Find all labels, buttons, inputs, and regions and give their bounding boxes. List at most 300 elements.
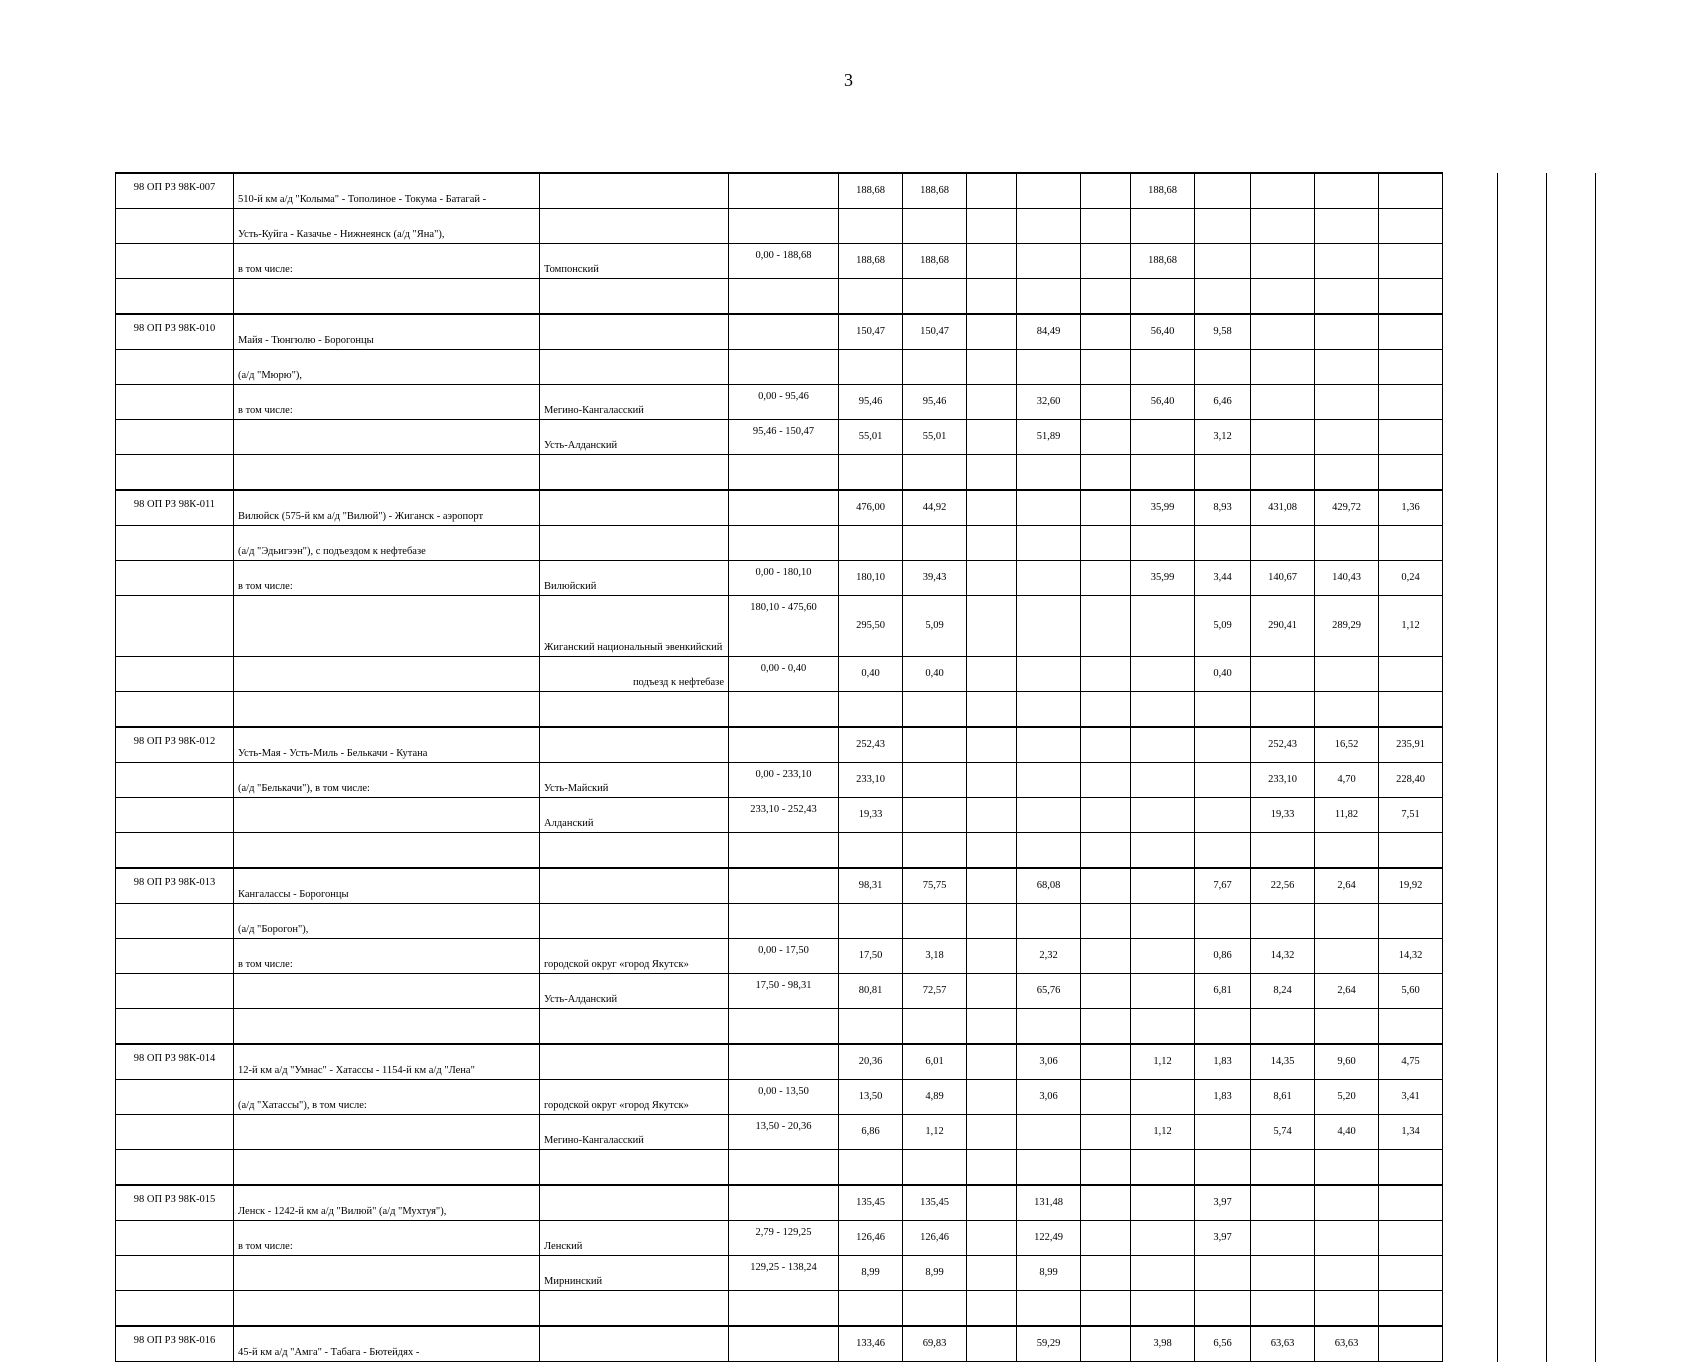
road-name-cell: Ленск - 1242-й км а/д "Вилюй" (а/д "Мухтуя"), (234, 1185, 540, 1221)
road-name-cell: (а/д "Мюрю"), (234, 350, 540, 385)
road-code-cell (116, 1080, 234, 1115)
road-code-cell: 98 ОП РЗ 98К-015 (116, 1185, 234, 1221)
value-cell (903, 904, 967, 939)
value-cell (1131, 833, 1195, 869)
extra-column-cell (1443, 1185, 1498, 1221)
value-cell: 19,33 (1251, 798, 1315, 833)
value-cell (1081, 173, 1131, 209)
km-range-cell (729, 490, 839, 526)
extra-column-cell (1443, 1256, 1498, 1291)
extra-column-cell (1547, 561, 1596, 596)
value-cell (1195, 1150, 1251, 1186)
road-code-cell (116, 596, 234, 657)
value-cell (1017, 692, 1081, 728)
km-range-cell (729, 1009, 839, 1045)
value-cell: 122,49 (1017, 1221, 1081, 1256)
km-range-cell: 0,00 - 95,46 (729, 385, 839, 420)
value-cell (1081, 904, 1131, 939)
value-cell (1315, 526, 1379, 561)
district-cell: Усть-Алданский (540, 420, 729, 455)
km-range-cell (729, 209, 839, 244)
value-cell (967, 904, 1017, 939)
value-cell: 3,44 (1195, 561, 1251, 596)
value-cell (903, 455, 967, 491)
value-cell: 4,70 (1315, 763, 1379, 798)
extra-column-cell (1443, 692, 1498, 728)
value-cell: 126,46 (839, 1221, 903, 1256)
km-range-cell: 95,46 - 150,47 (729, 420, 839, 455)
table-row (116, 1326, 1596, 1362)
value-cell: 0,86 (1195, 939, 1251, 974)
value-cell: 32,60 (1017, 385, 1081, 420)
value-cell (839, 1009, 903, 1045)
value-cell: 8,61 (1251, 1080, 1315, 1115)
extra-column-cell (1547, 596, 1596, 657)
district-cell (540, 314, 729, 350)
value-cell (839, 1291, 903, 1327)
value-cell (1081, 596, 1131, 657)
district-cell: Жиганский национальный эвенкийский (540, 596, 729, 657)
road-name-cell: в том числе: (234, 1221, 540, 1256)
extra-column-cell (1498, 692, 1547, 728)
extra-column-cell (1547, 1256, 1596, 1291)
road-code-cell: 98 ОП РЗ 98К-011 (116, 490, 234, 526)
value-cell: 2,32 (1017, 939, 1081, 974)
value-cell: 55,01 (903, 420, 967, 455)
value-cell (1131, 279, 1195, 315)
table-row (116, 868, 1596, 904)
value-cell (1315, 350, 1379, 385)
road-code-cell (116, 350, 234, 385)
extra-column-cell (1443, 314, 1498, 350)
district-cell: Мирнинский (540, 1256, 729, 1291)
value-cell (1195, 1256, 1251, 1291)
value-cell: 63,63 (1315, 1326, 1379, 1362)
table-row (116, 727, 1596, 763)
km-range-cell (729, 1326, 839, 1362)
value-cell (1017, 173, 1081, 209)
table-row (116, 1080, 1596, 1115)
table-row (116, 692, 1596, 728)
value-cell: 0,40 (903, 657, 967, 692)
value-cell (1081, 209, 1131, 244)
table-row (116, 350, 1596, 385)
extra-column-cell (1498, 490, 1547, 526)
value-cell (903, 692, 967, 728)
extra-column-cell (1547, 1150, 1596, 1186)
table-row (116, 279, 1596, 315)
extra-column-cell (1498, 526, 1547, 561)
value-cell (1195, 904, 1251, 939)
extra-column-cell (1498, 868, 1547, 904)
road-name-cell: в том числе: (234, 561, 540, 596)
value-cell (903, 209, 967, 244)
value-cell: 429,72 (1315, 490, 1379, 526)
extra-column-cell (1498, 1256, 1547, 1291)
value-cell (1017, 1115, 1081, 1150)
value-cell (1315, 455, 1379, 491)
extra-column-cell (1547, 385, 1596, 420)
value-cell (1379, 244, 1443, 279)
road-name-cell (234, 596, 540, 657)
km-range-cell: 0,00 - 13,50 (729, 1080, 839, 1115)
district-cell (540, 727, 729, 763)
value-cell (967, 1150, 1017, 1186)
extra-column-cell (1443, 798, 1498, 833)
value-cell: 5,60 (1379, 974, 1443, 1009)
value-cell (1081, 420, 1131, 455)
table-row (116, 798, 1596, 833)
district-cell: Томпонский (540, 244, 729, 279)
value-cell (1379, 350, 1443, 385)
value-cell: 131,48 (1017, 1185, 1081, 1221)
value-cell (1379, 1185, 1443, 1221)
value-cell (903, 833, 967, 869)
extra-column-cell (1443, 455, 1498, 491)
extra-column-cell (1547, 727, 1596, 763)
value-cell (1251, 209, 1315, 244)
extra-column-cell (1547, 904, 1596, 939)
table-row (116, 209, 1596, 244)
value-cell: 6,46 (1195, 385, 1251, 420)
value-cell: 188,68 (1131, 173, 1195, 209)
extra-column-cell (1547, 455, 1596, 491)
value-cell: 14,32 (1251, 939, 1315, 974)
value-cell: 0,24 (1379, 561, 1443, 596)
value-cell: 95,46 (839, 385, 903, 420)
value-cell: 63,63 (1251, 1326, 1315, 1362)
km-range-cell: 180,10 - 475,60 (729, 596, 839, 657)
extra-column-cell (1443, 385, 1498, 420)
district-cell (540, 833, 729, 869)
table-row (116, 1291, 1596, 1327)
value-cell: 6,86 (839, 1115, 903, 1150)
km-range-cell: 0,00 - 180,10 (729, 561, 839, 596)
value-cell (1379, 1150, 1443, 1186)
extra-column-cell (1547, 420, 1596, 455)
road-code-cell (116, 1115, 234, 1150)
value-cell (1195, 1291, 1251, 1327)
km-range-cell (729, 1150, 839, 1186)
value-cell (839, 1150, 903, 1186)
road-code-cell (116, 657, 234, 692)
value-cell (1315, 1291, 1379, 1327)
value-cell: 8,99 (903, 1256, 967, 1291)
value-cell: 150,47 (903, 314, 967, 350)
value-cell (1251, 244, 1315, 279)
extra-column-cell (1547, 939, 1596, 974)
road-code-cell (116, 974, 234, 1009)
km-range-cell: 0,00 - 17,50 (729, 939, 839, 974)
roads-table (115, 172, 1596, 1362)
road-name-cell (234, 455, 540, 491)
value-cell: 3,18 (903, 939, 967, 974)
value-cell (1131, 1009, 1195, 1045)
value-cell (1251, 350, 1315, 385)
road-name-cell (234, 692, 540, 728)
district-cell: Мегино-Кангаласский (540, 1115, 729, 1150)
road-name-cell: в том числе: (234, 244, 540, 279)
value-cell (1251, 385, 1315, 420)
value-cell (967, 596, 1017, 657)
value-cell (1081, 244, 1131, 279)
value-cell (1017, 561, 1081, 596)
value-cell: 235,91 (1379, 727, 1443, 763)
extra-column-cell (1547, 974, 1596, 1009)
value-cell (1081, 279, 1131, 315)
page-number: 3 (844, 70, 853, 90)
value-cell (1379, 385, 1443, 420)
km-range-cell: 0,00 - 188,68 (729, 244, 839, 279)
value-cell (1017, 1009, 1081, 1045)
table-row (116, 490, 1596, 526)
value-cell: 14,35 (1251, 1044, 1315, 1080)
value-cell: 56,40 (1131, 385, 1195, 420)
value-cell (1251, 1256, 1315, 1291)
road-code-cell (116, 1009, 234, 1045)
value-cell (1081, 833, 1131, 869)
value-cell (1081, 1256, 1131, 1291)
value-cell (1379, 526, 1443, 561)
road-name-cell (234, 420, 540, 455)
table-row (116, 904, 1596, 939)
extra-column-cell (1498, 1326, 1547, 1362)
value-cell (839, 279, 903, 315)
value-cell (1081, 1150, 1131, 1186)
table-row (116, 420, 1596, 455)
value-cell (967, 1080, 1017, 1115)
value-cell (1379, 1221, 1443, 1256)
value-cell (1379, 314, 1443, 350)
value-cell (967, 173, 1017, 209)
value-cell: 135,45 (903, 1185, 967, 1221)
table-row (116, 385, 1596, 420)
value-cell (1081, 1044, 1131, 1080)
value-cell (1017, 209, 1081, 244)
value-cell (1081, 350, 1131, 385)
value-cell: 2,64 (1315, 974, 1379, 1009)
extra-column-cell (1547, 798, 1596, 833)
extra-column-cell (1547, 314, 1596, 350)
value-cell (1017, 1291, 1081, 1327)
value-cell: 290,41 (1251, 596, 1315, 657)
road-name-cell (234, 1150, 540, 1186)
extra-column-cell (1443, 1221, 1498, 1256)
value-cell (1251, 1009, 1315, 1045)
extra-column-cell (1443, 596, 1498, 657)
value-cell: 5,20 (1315, 1080, 1379, 1115)
value-cell: 65,76 (1017, 974, 1081, 1009)
district-cell (540, 279, 729, 315)
km-range-cell (729, 314, 839, 350)
extra-column-cell (1443, 868, 1498, 904)
value-cell: 22,56 (1251, 868, 1315, 904)
district-cell (540, 1009, 729, 1045)
value-cell (1131, 526, 1195, 561)
district-cell: Ленский (540, 1221, 729, 1256)
road-name-cell: Кангалассы - Борогонцы (234, 868, 540, 904)
value-cell (1081, 455, 1131, 491)
value-cell: 59,29 (1017, 1326, 1081, 1362)
extra-column-cell (1547, 1326, 1596, 1362)
value-cell (1251, 1221, 1315, 1256)
value-cell (1251, 173, 1315, 209)
value-cell: 1,36 (1379, 490, 1443, 526)
extra-column-cell (1443, 833, 1498, 869)
value-cell (1017, 798, 1081, 833)
value-cell: 35,99 (1131, 561, 1195, 596)
value-cell: 5,09 (903, 596, 967, 657)
table-row (116, 763, 1596, 798)
value-cell (1195, 209, 1251, 244)
value-cell (967, 490, 1017, 526)
table-row (116, 939, 1596, 974)
value-cell (1017, 727, 1081, 763)
value-cell (1131, 1150, 1195, 1186)
table-row (116, 596, 1596, 657)
road-code-cell (116, 1221, 234, 1256)
road-name-cell: в том числе: (234, 939, 540, 974)
value-cell (967, 1256, 1017, 1291)
value-cell (1315, 904, 1379, 939)
value-cell (967, 314, 1017, 350)
extra-column-cell (1498, 657, 1547, 692)
table-row (116, 526, 1596, 561)
extra-column-cell (1547, 1080, 1596, 1115)
value-cell: 80,81 (839, 974, 903, 1009)
value-cell: 84,49 (1017, 314, 1081, 350)
value-cell (1251, 1150, 1315, 1186)
extra-column-cell (1443, 904, 1498, 939)
value-cell (1379, 833, 1443, 869)
km-range-cell: 17,50 - 98,31 (729, 974, 839, 1009)
table-row (116, 455, 1596, 491)
value-cell (1195, 173, 1251, 209)
value-cell (1379, 455, 1443, 491)
road-code-cell (116, 455, 234, 491)
table-row (116, 833, 1596, 869)
extra-column-cell (1443, 420, 1498, 455)
value-cell (1315, 420, 1379, 455)
value-cell (1379, 1326, 1443, 1362)
value-cell (967, 561, 1017, 596)
value-cell (967, 1291, 1017, 1327)
value-cell (903, 798, 967, 833)
extra-column-cell (1547, 173, 1596, 209)
value-cell (1379, 1009, 1443, 1045)
value-cell: 0,40 (1195, 657, 1251, 692)
km-range-cell: 0,00 - 233,10 (729, 763, 839, 798)
extra-column-cell (1498, 279, 1547, 315)
km-range-cell (729, 868, 839, 904)
road-code-cell (116, 904, 234, 939)
extra-column-cell (1547, 763, 1596, 798)
extra-column-cell (1498, 420, 1547, 455)
value-cell (1131, 939, 1195, 974)
extra-column-cell (1498, 904, 1547, 939)
value-cell (1017, 1150, 1081, 1186)
km-range-cell: 129,25 - 138,24 (729, 1256, 839, 1291)
road-code-cell (116, 833, 234, 869)
road-name-cell: 510-й км а/д "Колыма" - Тополиное - Токума - Батагай - (234, 173, 540, 209)
value-cell (1081, 657, 1131, 692)
value-cell (903, 727, 967, 763)
value-cell (1315, 657, 1379, 692)
value-cell: 1,83 (1195, 1044, 1251, 1080)
value-cell (967, 1044, 1017, 1080)
value-cell: 4,40 (1315, 1115, 1379, 1150)
value-cell (1195, 455, 1251, 491)
value-cell (1017, 657, 1081, 692)
value-cell (903, 1291, 967, 1327)
km-range-cell (729, 727, 839, 763)
extra-column-cell (1443, 974, 1498, 1009)
extra-column-cell (1498, 1080, 1547, 1115)
road-name-cell: Майя - Тюнгюлю - Борогонцы (234, 314, 540, 350)
extra-column-cell (1498, 1115, 1547, 1150)
value-cell (1081, 1185, 1131, 1221)
value-cell: 431,08 (1251, 490, 1315, 526)
district-cell: городской округ «город Якутск» (540, 1080, 729, 1115)
value-cell: 4,75 (1379, 1044, 1443, 1080)
value-cell: 3,41 (1379, 1080, 1443, 1115)
extra-column-cell (1443, 1291, 1498, 1327)
road-code-cell: 98 ОП РЗ 98К-010 (116, 314, 234, 350)
value-cell (1195, 350, 1251, 385)
value-cell (1315, 314, 1379, 350)
table-row (116, 173, 1596, 209)
km-range-cell (729, 833, 839, 869)
value-cell (1195, 526, 1251, 561)
value-cell (1081, 1080, 1131, 1115)
district-cell: подъезд к нефтебазе (540, 657, 729, 692)
district-cell (540, 209, 729, 244)
road-code-cell (116, 692, 234, 728)
value-cell: 8,93 (1195, 490, 1251, 526)
value-cell (967, 1326, 1017, 1362)
value-cell (1251, 1185, 1315, 1221)
value-cell (1315, 1150, 1379, 1186)
value-cell (1379, 657, 1443, 692)
road-name-cell (234, 1256, 540, 1291)
value-cell (1315, 1009, 1379, 1045)
value-cell (1251, 279, 1315, 315)
value-cell (1081, 763, 1131, 798)
value-cell (1081, 798, 1131, 833)
value-cell (1017, 763, 1081, 798)
value-cell: 6,81 (1195, 974, 1251, 1009)
extra-column-cell (1547, 279, 1596, 315)
extra-column-cell (1443, 173, 1498, 209)
table-row (116, 314, 1596, 350)
value-cell (1131, 657, 1195, 692)
value-cell: 13,50 (839, 1080, 903, 1115)
road-code-cell: 98 ОП РЗ 98К-012 (116, 727, 234, 763)
extra-column-cell (1547, 1115, 1596, 1150)
value-cell (1131, 420, 1195, 455)
value-cell (1195, 798, 1251, 833)
value-cell (839, 833, 903, 869)
value-cell: 126,46 (903, 1221, 967, 1256)
road-name-cell: (а/д "Борогон"), (234, 904, 540, 939)
value-cell (1379, 209, 1443, 244)
table-row (116, 657, 1596, 692)
road-name-cell: (а/д "Хатассы"), в том числе: (234, 1080, 540, 1115)
value-cell: 4,89 (903, 1080, 967, 1115)
value-cell (1379, 279, 1443, 315)
value-cell: 233,10 (839, 763, 903, 798)
km-range-cell: 233,10 - 252,43 (729, 798, 839, 833)
